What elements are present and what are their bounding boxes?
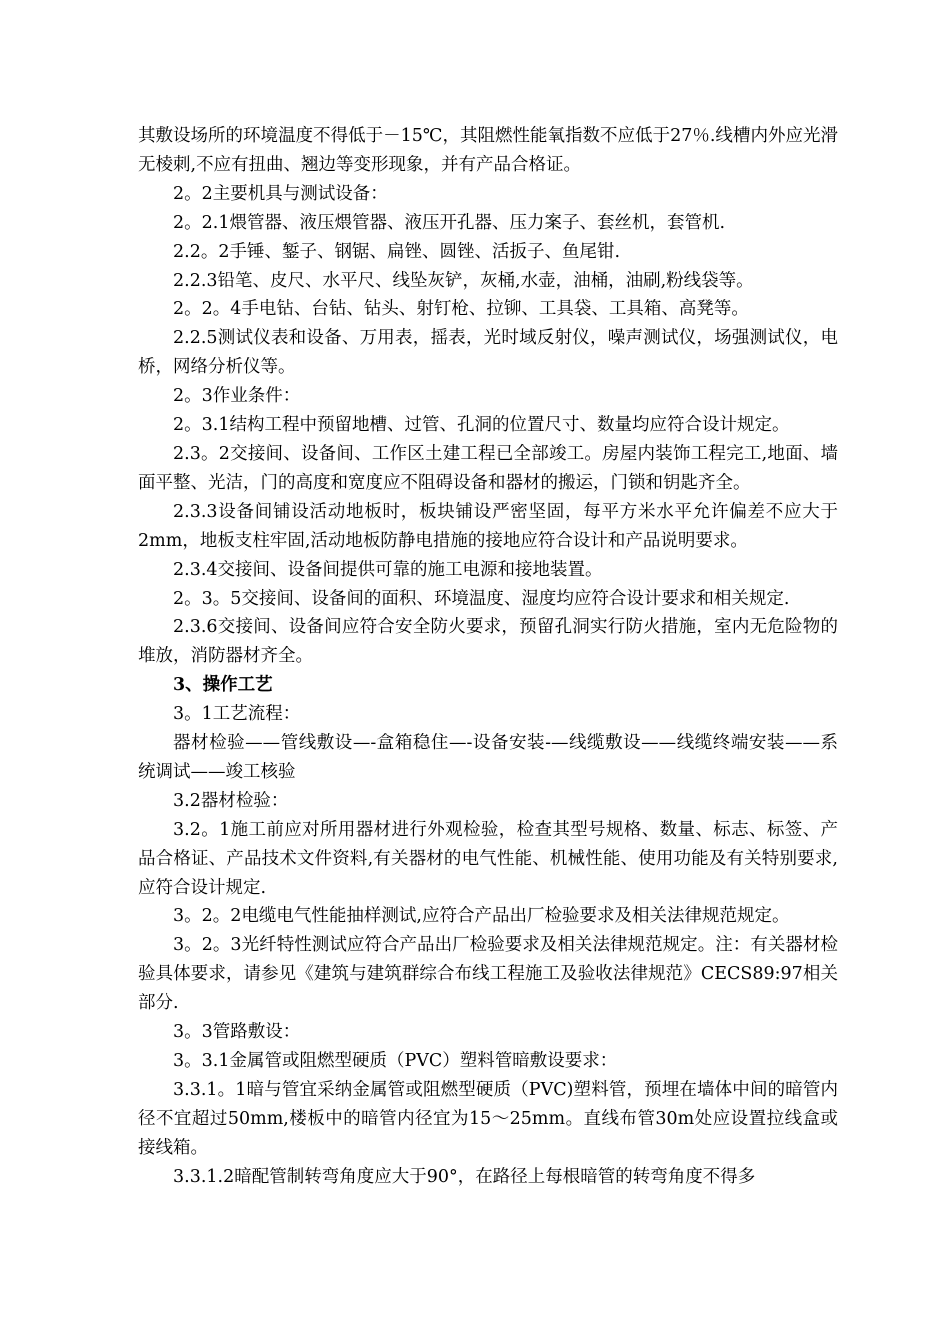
paragraph-2-2-1: 2。2.1煨管器、液压煨管器、液压开孔器、压力案子、套丝机，套管机.	[173, 212, 726, 233]
paragraph-3-3-1-2: 3.3.1.2暗配管制转弯角度应大于90°，在路径上每根暗管的转弯角度不得多	[173, 1166, 756, 1187]
section-2-3-heading: 2。3作业条件：	[173, 386, 301, 407]
section-3-1-heading: 3。1工艺流程：	[173, 704, 301, 725]
paragraph-3-2-1: 3.2。1施工前应对所用器材进行外观检验，检查其型号规格、数量、标志、标签、产品合格证、产品技术文件资料,有关器材的电气性能、机械性能、使用功能及有关特别要求,应符合设计规定.	[138, 819, 838, 898]
paragraph-2-2-2: 2.2。2手锤、錾子、钢锯、扁锉、圆锉、活扳子、鱼尾钳.	[173, 241, 621, 262]
document-body	[138, 122, 838, 1192]
section-3-2-heading: 3.2器材检验：	[173, 790, 289, 811]
section-3-heading: 3、操作工艺	[173, 675, 273, 696]
paragraph-2-3-1: 2。3.1结构工程中预留地槽、过管、孔洞的位置尺寸、数量均应符合设计规定。	[173, 415, 790, 436]
section-3-3-heading: 3。3管路敷设：	[173, 1022, 301, 1043]
process-flow: 器材检验——管线敷设—-盒箱稳住—-设备安装-—线缆敷设——线缆终端安装——系统调试——竣工核验	[138, 733, 838, 782]
paragraph-2-3-2: 2.3。2交接间、设备间、工作区土建工程已全部竣工。房屋内装饰工程完工,地面、墙面平整、光洁，门的高度和宽度应不阻碍设备和器材的搬运，门锁和钥匙齐全。	[138, 443, 838, 493]
paragraph-2-2-4: 2。2。4手电钻、台钻、钻头、射钉枪、拉铆、工具袋、工具箱、高凳等。	[173, 299, 749, 320]
paragraph-2-3-4: 2.3.4交接间、设备间提供可靠的施工电源和接地装置。	[173, 559, 603, 580]
paragraph-3-3-1-1: 3.3.1。1暗与管宜采纳金属管或阻燃型硬质（PVC)塑料管，预埋在墙体中间的暗管内径不宜超过50mm,楼板中的暗管内径宜为15～25mm。直线布管30m处应设置拉线盒或接线箱。	[138, 1079, 838, 1158]
paragraph-2-3-3: 2.3.3设备间铺设活动地板时，板块铺设严密坚固，每平方米水平允许偏差不应大于2mm，地板支柱牢固,活动地板防静电措施的接地应符合设计和产品说明要求。	[138, 501, 838, 551]
paragraph-continuation: 其敷设场所的环境温度不得低于－15℃，其阻燃性能氧指数不应低于27％.线槽内外应光滑无棱刺,不应有扭曲、翘边等变形现象，并有产品合格证。	[138, 126, 838, 175]
paragraph-2-3-5: 2。3。5交接间、设备间的面积、环境温度、湿度均应符合设计要求和相关规定.	[173, 588, 790, 609]
paragraph-2-2-5: 2.2.5测试仪表和设备、万用表，摇表，光时域反射仪，噪声测试仪，场强测试仪，电桥，网络分析仪等。	[138, 328, 838, 378]
paragraph-2-3-6: 2.3.6交接间、设备间应符合安全防火要求，预留孔洞实行防火措施，室内无危险物的堆放，消防器材齐全。	[138, 617, 838, 667]
paragraph-3-2-3: 3。2。3光纤特性测试应符合产品出厂检验要求及相关法律规范规定。注：有关器材检验具体要求，请参见《建筑与建筑群综合布线工程施工及验收法律规范》CECS89:97相关部分.	[138, 935, 838, 1014]
paragraph-2-2-3: 2.2.3铅笔、皮尺、水平尺、线坠灰铲，灰桶,水壶，油桶，油刷,粉线袋等。	[173, 270, 754, 291]
paragraph-3-3-1: 3。3.1金属管或阻燃型硬质（PVC）塑料管暗敷设要求：	[173, 1051, 618, 1071]
paragraph-3-2-2: 3。2。2电缆电气性能抽样测试,应符合产品出厂检验要求及相关法律规范规定。	[173, 906, 790, 927]
section-2-2-heading: 2。2主要机具与测试设备：	[173, 183, 388, 204]
